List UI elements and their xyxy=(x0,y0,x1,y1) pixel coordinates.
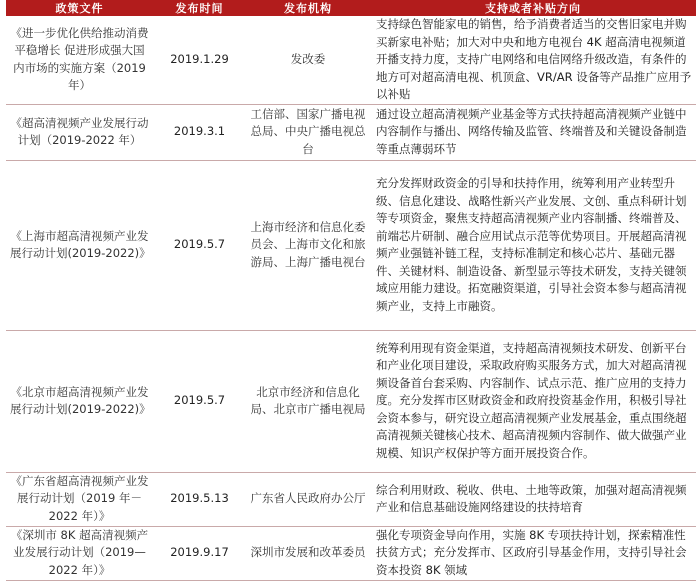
cell-org: 深圳市发展和改革委员 xyxy=(246,526,370,580)
cell-direction: 强化专项资金导向作用，实施 8K 专项扶持计划，探索精准性扶贫方式；充分发挥市、区政府引导基金作用，支持引导社会资本投资 8K 领域 xyxy=(370,526,696,580)
cell-date: 2019.1.29 xyxy=(153,16,246,104)
cell-doc: 《深圳市 8K 超高清视频产业发展行动计划（2019—2022 年）》 xyxy=(6,526,153,580)
cell-date: 2019.9.17 xyxy=(153,526,246,580)
cell-doc: 《上海市超高清视频产业发展行动计划(2019-2022)》 xyxy=(6,160,153,330)
cell-doc: 《进一步优化供给推动消费平稳增长 促进形成强大国内市场的实施方案（2019 年） xyxy=(6,16,153,104)
cell-doc: 《广东省超高清视频产业发展行动计划（2019 年－2022 年）》 xyxy=(6,472,153,526)
header-doc: 政策文件 xyxy=(6,0,153,16)
cell-date: 2019.5.7 xyxy=(153,330,246,472)
cell-direction: 充分发挥财政资金的引导和扶持作用，统筹利用产业转型升级、信息化建设、战略性新兴产业发展、文创、重点科研计划等专项资金，聚焦支持超高清视频产业内容制播、终端普及、前端芯片研制、融合应用试点示范等优势项目。开展超高清视频产业强链补链工程，支持标准制定和核心芯片、基础元器件、关键材料、制造设备、新型显示等技术研发，支持关键领域应用能力建设。拓宽融资渠道，引导社会资本参与超高清视频产业，支持上市融资。 xyxy=(370,160,696,330)
table-row xyxy=(6,16,696,104)
cell-org: 发改委 xyxy=(246,16,370,104)
cell-direction: 综合利用财政、税收、供电、土地等政策，加强对超高清视频产业和信息基础设施网络建设的扶持培育 xyxy=(370,472,696,526)
header-date: 发布时间 xyxy=(153,0,246,16)
cell-direction: 统筹利用现有资金渠道，支持超高清视频技术研发、创新平台和产业化项目建设，采取政府购买服务方式，加大对超高清视频设备首台套采购、内容制作、试点示范、推广应用的支持力度。充分发挥市区财政资金和政府投资基金作用，积极引导社会资本参与，研究设立超高清视频产业发展基金，重点围绕超高清视频关键核心技术、超高清视频内容制作、做大做强产业规模、知识产权保护等方面开展投资合作。 xyxy=(370,330,696,472)
table-row xyxy=(6,330,696,472)
header-org: 发布机构 xyxy=(246,0,370,16)
table-row xyxy=(6,160,696,330)
table-row xyxy=(6,526,696,580)
cell-doc: 《北京市超高清视频产业发展行动计划(2019-2022)》 xyxy=(6,330,153,472)
cell-direction: 支持绿色智能家电的销售，给予消费者适当的交售旧家电并购买新家电补贴；加大对中央和地方电视台 4K 超高清电视频道开播支持力度，支持广电网络和电信网络升级改造，有条件的地方可对超高清电视、机顶盒、VR/AR 设备等产品推广应用予以补贴 xyxy=(370,16,696,104)
policy-table xyxy=(6,0,696,581)
cell-date: 2019.5.13 xyxy=(153,472,246,526)
table-header-row xyxy=(6,0,696,16)
cell-org: 上海市经济和信息化委员会、上海市文化和旅游局、上海广播电视台 xyxy=(246,160,370,330)
cell-direction: 通过设立超高清视频产业基金等方式扶持超高清视频产业链中内容制作与播出、网络传输及监管、终端普及和关键设备制造等重点薄弱环节 xyxy=(370,104,696,160)
header-direction: 支持或者补贴方向 xyxy=(370,0,696,16)
cell-org: 工信部、国家广播电视总局、中央广播电视总台 xyxy=(246,104,370,160)
cell-org: 广东省人民政府办公厅 xyxy=(246,472,370,526)
cell-date: 2019.3.1 xyxy=(153,104,246,160)
cell-date: 2019.5.7 xyxy=(153,160,246,330)
cell-doc: 《超高清视频产业发展行动计划（2019-2022 年） xyxy=(6,104,153,160)
table-row xyxy=(6,472,696,526)
cell-org: 北京市经济和信息化局、北京市广播电视局 xyxy=(246,330,370,472)
table-row xyxy=(6,104,696,160)
